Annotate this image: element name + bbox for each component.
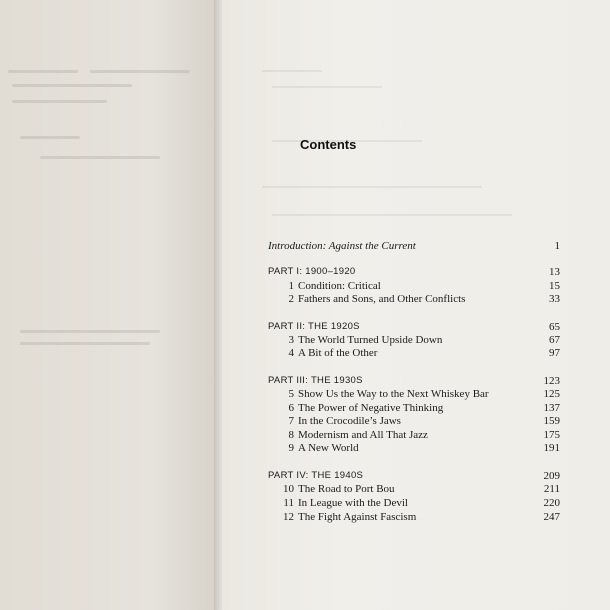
toc-chapter bbox=[268, 333, 560, 347]
toc-intro bbox=[268, 239, 560, 253]
toc-page-number: 191 bbox=[543, 442, 560, 454]
toc-chapter-number: 7 bbox=[288, 415, 294, 427]
toc-page-number: 15 bbox=[549, 280, 560, 292]
toc-label: The World Turned Upside Down bbox=[298, 334, 443, 346]
toc-chapter-number: 2 bbox=[288, 293, 294, 305]
toc-chapter-number: 8 bbox=[288, 429, 294, 441]
toc-chapter-number: 4 bbox=[288, 347, 294, 359]
toc-chapter-number: 12 bbox=[283, 511, 294, 523]
left-page bbox=[0, 0, 218, 610]
toc-page-number: 13 bbox=[549, 266, 560, 278]
toc-page-number: 33 bbox=[549, 293, 560, 305]
toc-page-number: 1 bbox=[554, 240, 560, 252]
toc-label: PART IV: THE 1940S bbox=[268, 470, 364, 481]
toc-chapter-number: 6 bbox=[288, 402, 294, 414]
toc-chapter bbox=[268, 292, 560, 306]
toc-part bbox=[268, 320, 560, 334]
toc-label: A Bit of the Other bbox=[298, 347, 378, 359]
toc-page-number: 247 bbox=[543, 511, 560, 523]
toc-part bbox=[268, 265, 560, 279]
toc-label: Fathers and Sons, and Other Conflicts bbox=[298, 293, 466, 305]
toc-chapter bbox=[268, 510, 560, 524]
toc-page-number: 220 bbox=[543, 497, 560, 509]
toc-page-number: 175 bbox=[543, 429, 560, 441]
toc-chapter bbox=[268, 496, 560, 510]
contents-title: Contents bbox=[300, 137, 357, 152]
toc-page-number: 97 bbox=[549, 347, 560, 359]
toc-chapter bbox=[268, 441, 560, 455]
toc-label: The Power of Negative Thinking bbox=[298, 402, 444, 414]
toc-chapter bbox=[268, 387, 560, 401]
toc-page-number: 137 bbox=[543, 402, 560, 414]
toc-label: The Road to Port Bou bbox=[298, 483, 395, 495]
toc-label: PART III: THE 1930S bbox=[268, 375, 363, 386]
toc-label: In the Crocodile’s Jaws bbox=[298, 415, 401, 427]
toc-chapter-number: 5 bbox=[288, 388, 294, 400]
toc-page-number: 65 bbox=[549, 321, 560, 333]
toc-label: A New World bbox=[298, 442, 359, 454]
toc-chapter bbox=[268, 346, 560, 360]
toc-page-number: 123 bbox=[543, 375, 560, 387]
toc-part bbox=[268, 374, 560, 388]
toc-page-number: 209 bbox=[543, 470, 560, 482]
toc-label: Show Us the Way to the Next Whiskey Bar bbox=[298, 388, 489, 400]
toc-chapter-number: 11 bbox=[283, 497, 294, 509]
toc-chapter bbox=[268, 428, 560, 442]
toc-chapter-number: 1 bbox=[288, 280, 294, 292]
toc-label: Introduction: Against the Current bbox=[268, 240, 416, 252]
toc-page-number: 125 bbox=[543, 388, 560, 400]
toc-label: In League with the Devil bbox=[298, 497, 408, 509]
toc-page-number: 211 bbox=[543, 483, 560, 495]
toc-chapter-number: 3 bbox=[288, 334, 294, 346]
toc-chapter bbox=[268, 401, 560, 415]
toc-chapter-number: 10 bbox=[283, 483, 294, 495]
toc-chapter bbox=[268, 482, 560, 496]
toc-label: Modernism and All That Jazz bbox=[298, 429, 428, 441]
toc-part bbox=[268, 469, 560, 483]
toc-label: The Fight Against Fascism bbox=[298, 511, 417, 523]
toc-chapter bbox=[268, 279, 560, 293]
toc-label: PART I: 1900–1920 bbox=[268, 266, 356, 277]
toc-page-number: 67 bbox=[549, 334, 560, 346]
toc-label: PART II: THE 1920S bbox=[268, 321, 360, 332]
toc-chapter bbox=[268, 414, 560, 428]
toc-label: Condition: Critical bbox=[298, 280, 381, 292]
toc-chapter-number: 9 bbox=[288, 442, 294, 454]
toc-page-number: 159 bbox=[543, 415, 560, 427]
